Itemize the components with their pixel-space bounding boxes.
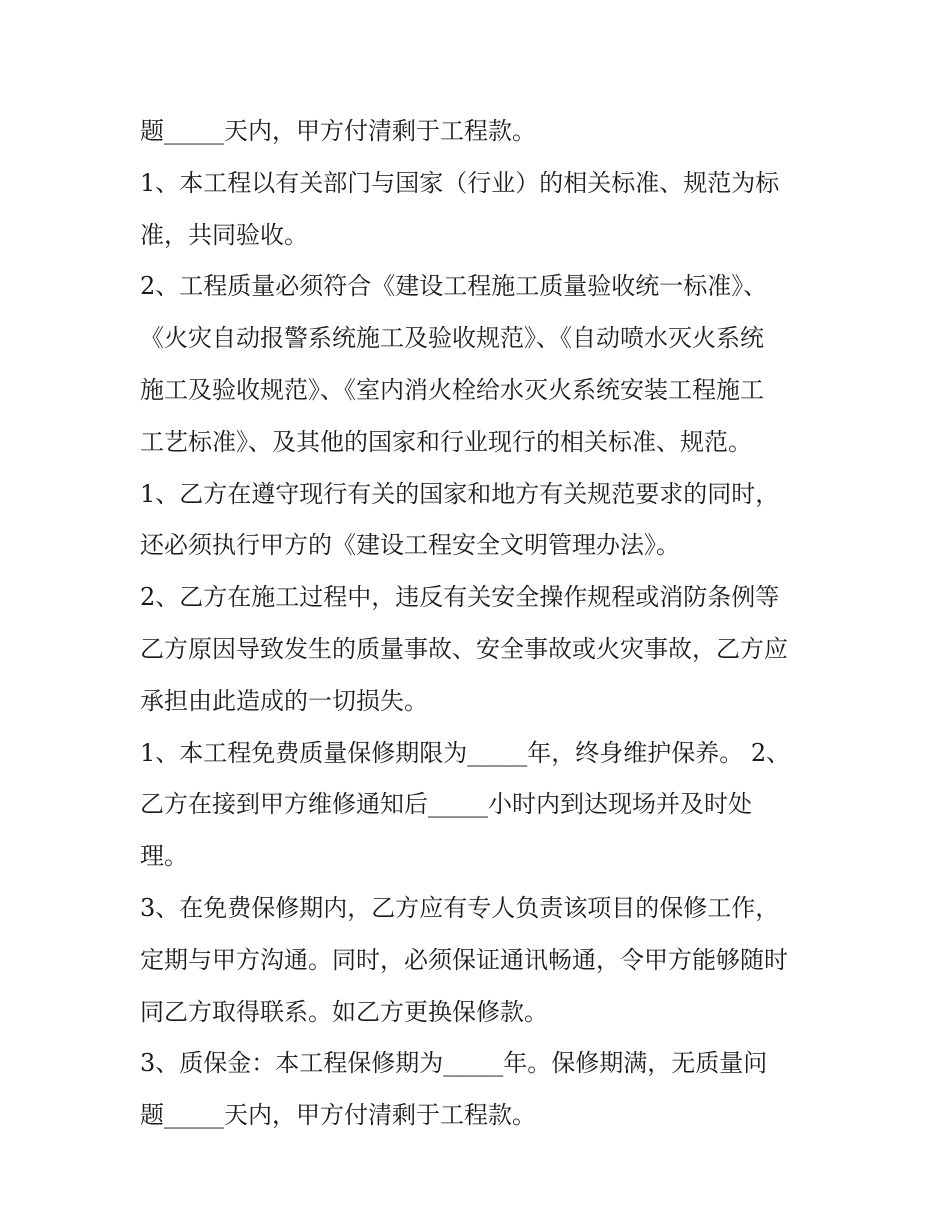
text-line: 理。 [140,842,188,871]
text-line: 2、工程质量必须符合《建设工程施工质量验收统一标准》、 [140,272,768,301]
text-line: 准，共同验收。 [140,220,308,249]
text-line: 2、乙方在施工过程中，违反有关安全操作规程或消防条例等 [140,583,780,612]
text-line: 题_____天内，甲方付清剩于工程款。 [140,1101,536,1130]
text-line: 1、本工程以有关部门与国家（行业）的相关标准、规范为标 [140,168,780,197]
document-body [140,106,820,1142]
text-line: 承担由此造成的一切损失。 [140,686,428,715]
text-line: 乙方原因导致发生的质量事故、安全事故或火灾事故，乙方应 [140,634,788,663]
text-line: 还必须执行甲方的《建设工程安全文明管理办法》。 [140,531,680,560]
text-line: 3、在免费保修期内，乙方应有专人负责该项目的保修工作， [140,893,780,922]
text-line: 乙方在接到甲方维修通知后_____小时内到达现场并及时处 [140,790,752,819]
text-line: 定期与甲方沟通。同时，必须保证通讯畅通，令甲方能够随时 [140,945,788,974]
text-line: 施工及验收规范》、《室内消火栓给水灭火系统安装工程施工 [140,375,764,404]
text-line: 《火灾自动报警系统施工及验收规范》、《自动喷水灭火系统 [140,324,764,353]
text-line: 工艺标准》、及其他的国家和行业现行的相关标准、规范。 [140,427,752,456]
text-line: 1、乙方在遵守现行有关的国家和地方有关规范要求的同时， [140,479,780,508]
text-line: 3、质保金：本工程保修期为_____年。保修期满，无质量问 [140,1049,768,1078]
text-line: 1、本工程免费质量保修期限为_____年，终身维护保养。 2、 [140,738,791,767]
text-line: 题_____天内，甲方付清剩于工程款。 [140,117,536,145]
text-line: 同乙方取得联系。如乙方更换保修款。 [140,997,548,1026]
